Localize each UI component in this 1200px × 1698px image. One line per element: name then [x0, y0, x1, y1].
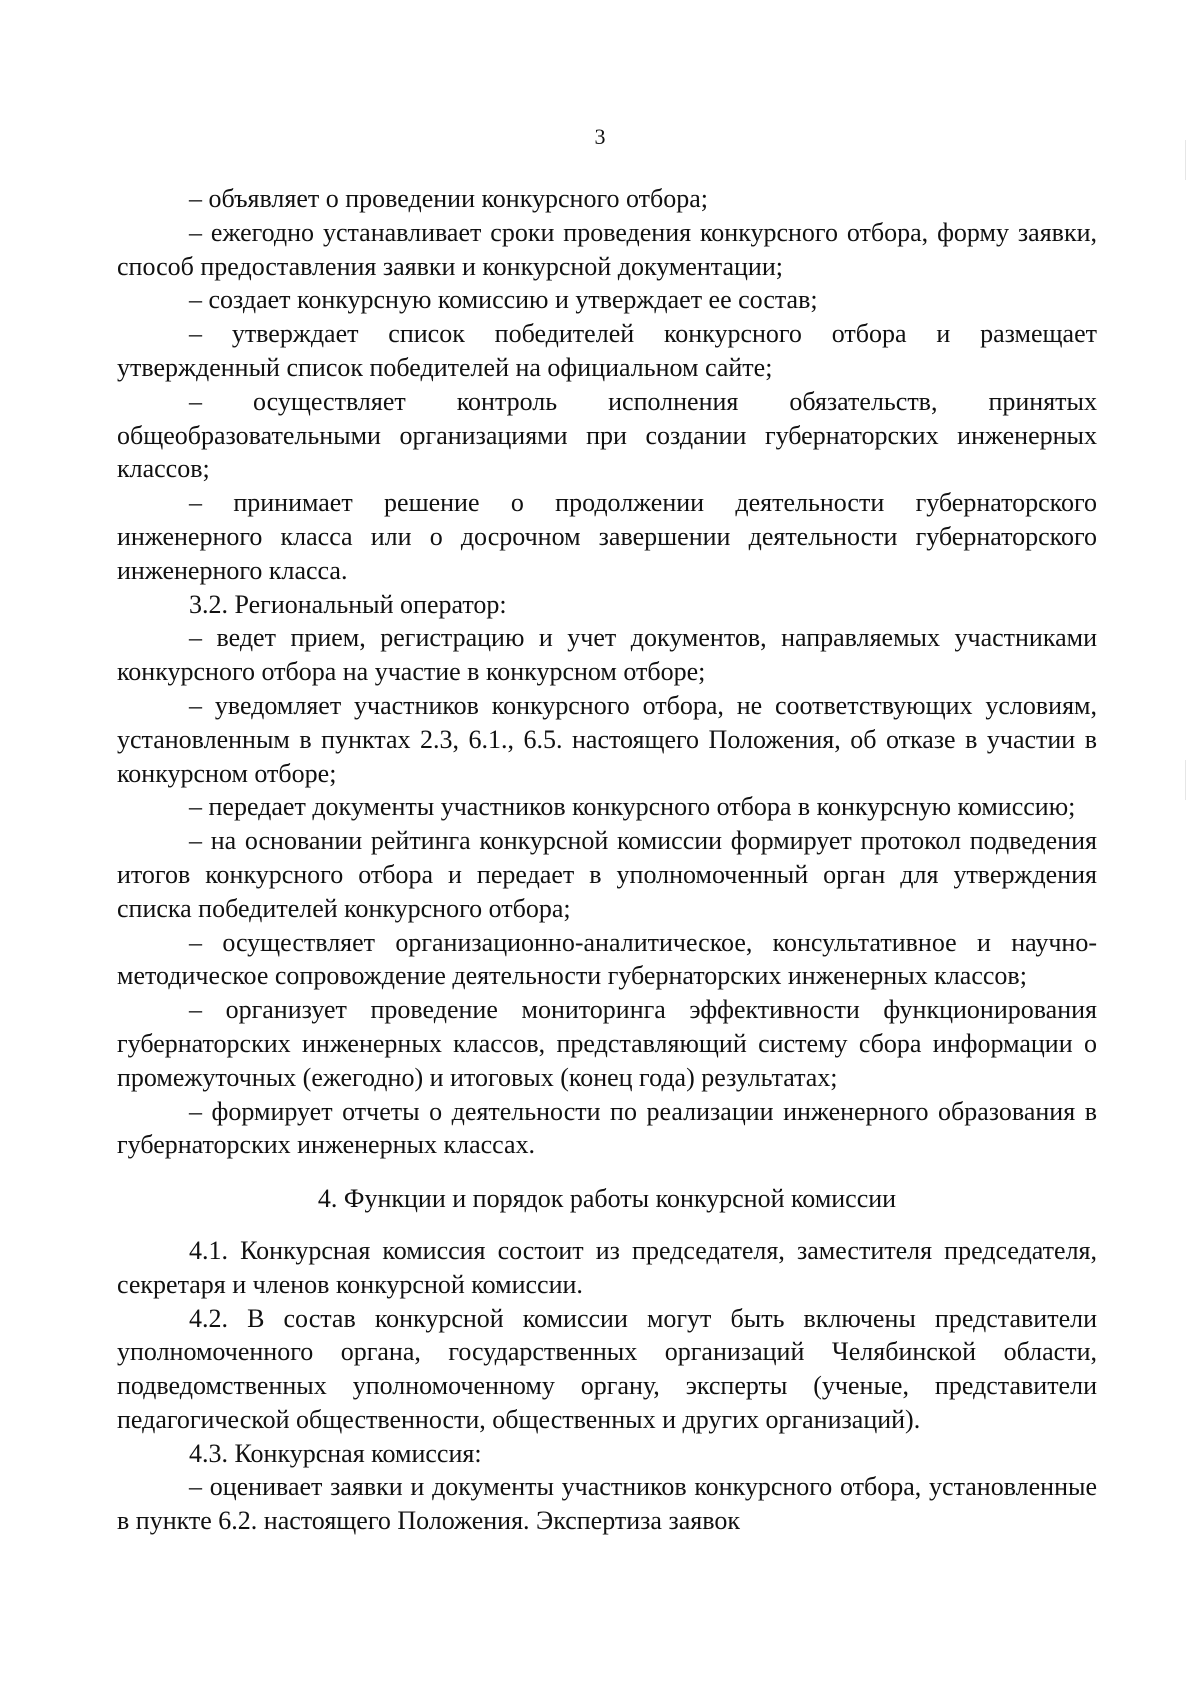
paragraph-item: – осуществляет контроль исполнения обязательств, принятых общеобразовательными организациями при создании губернаторских инженерных классов;: [117, 386, 1097, 484]
paragraph-item: – формирует отчеты о деятельности по реализации инженерного образования в губернаторских инженерных классах.: [117, 1096, 1097, 1160]
paragraph-item: – на основании рейтинга конкурсной комиссии формирует протокол подведения итогов конкурсного отбора и передает в уполномоченный орган для утверждения списка победителей конкурсного отбора;: [117, 826, 1097, 923]
page-number: 3: [594, 124, 606, 149]
paragraph-item: – создает конкурсную комиссию и утверждает ее состав;: [189, 285, 818, 315]
paragraph-item: – осуществляет организационно-аналитическое, консультативное и научно-методическое сопровождение деятельности губернаторских инженерных классов;: [117, 927, 1097, 991]
paragraph-subsection-3-2: 3.2. Региональный оператор:: [189, 589, 507, 619]
scan-edge-mark: [1185, 760, 1186, 800]
paragraph-item: – ежегодно устанавливает сроки проведения конкурсного отбора, форму заявки, способ предоставления заявки и конкурсной документации;: [117, 217, 1097, 281]
paragraph-item: – организует проведение мониторинга эффективности функционирования губернаторских инженерных классов, представляющий систему сбора информации о промежуточных (ежегодно) и итоговых (конец года) результатах;: [117, 995, 1097, 1092]
paragraph-item: – утверждает список победителей конкурсного отбора и размещает утвержденный список победителей на официальном сайте;: [117, 319, 1097, 382]
paragraph-item: – ведет прием, регистрацию и учет документов, направляемых участниками конкурсного отбора на участие в конкурсном отборе;: [117, 623, 1097, 687]
paragraph-clause-4-3: 4.3. Конкурсная комиссия:: [189, 1438, 482, 1468]
paragraph-item: – передает документы участников конкурсного отбора в конкурсную комиссию;: [189, 792, 1076, 822]
section-heading: 4. Функции и порядок работы конкурсной комиссии: [317, 1184, 897, 1214]
scan-edge-mark: [1185, 140, 1186, 180]
document-body: [117, 182, 1097, 1538]
paragraph-clause-4-1: 4.1. Конкурсная комиссия состоит из председателя, заместителя председателя, секретаря и членов конкурсной комиссии.: [117, 1235, 1097, 1299]
paragraph-clause-4-2: 4.2. В состав конкурсной комиссии могут быть включены представители уполномоченного органа, государственных организаций Челябинской области, подведомственных уполномоченному органу, эксперты (ученые, представители педагогической общественности, общественных и других организаций).: [117, 1303, 1097, 1434]
paragraph-item: – принимает решение о продолжении деятельности губернаторского инженерного класса или о досрочном завершении деятельности губернаторского инженерного класса.: [117, 488, 1097, 585]
paragraph-item: – оценивает заявки и документы участников конкурсного отбора, установленные в пункте 6.2. настоящего Положения. Экспертиза заявок: [117, 1472, 1097, 1536]
paragraph-item: – уведомляет участников конкурсного отбора, не соответствующих условиям, установленным в пунктах 2.3, 6.1., 6.5. настоящего Положения, об отказе в участии в конкурсном отборе;: [117, 690, 1097, 788]
paragraph-item: – объявляет о проведении конкурсного отбора;: [189, 184, 708, 213]
